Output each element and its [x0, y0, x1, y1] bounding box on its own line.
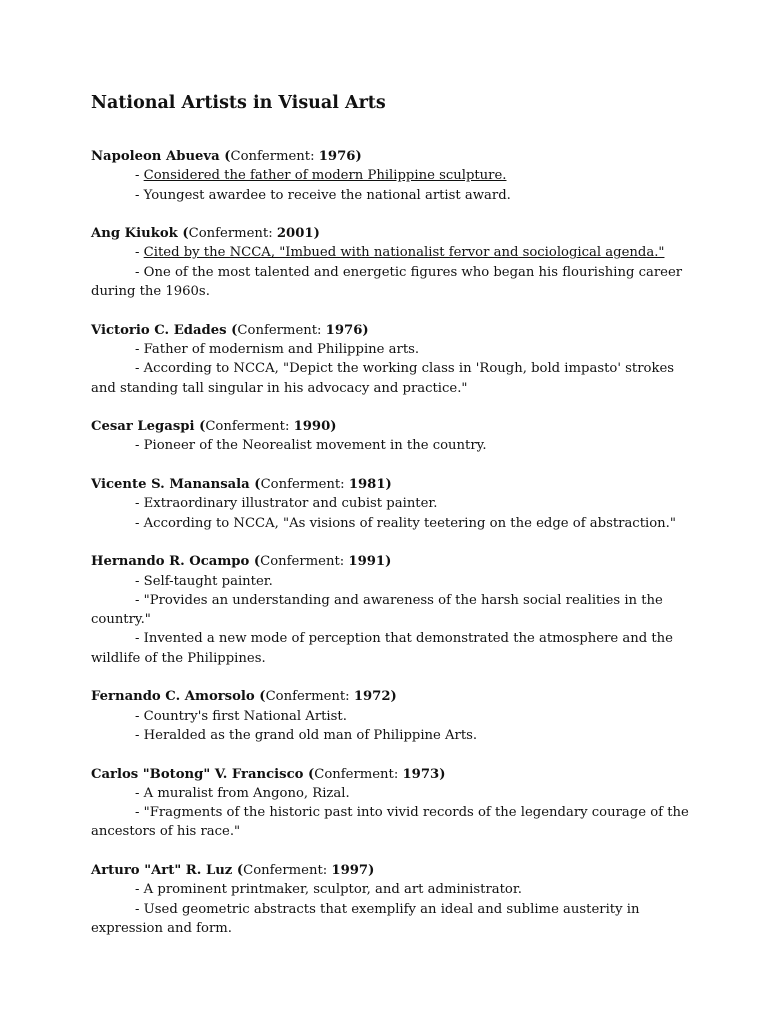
conferment-label: Conferment: — [260, 554, 349, 570]
artist-note — [91, 166, 691, 185]
artist-heading — [91, 224, 691, 243]
artist-entry — [91, 224, 691, 301]
conferment-year: 2001 — [276, 226, 314, 242]
note-text: Father of modernism and Philippine arts. — [143, 341, 420, 357]
close-paren: ) — [385, 554, 392, 570]
artist-heading — [91, 321, 691, 340]
page-title: National Artists in Visual Arts — [91, 93, 386, 113]
note-bullet: - — [135, 727, 144, 743]
note-bullet: - — [135, 496, 144, 512]
conferment-year: 1990 — [293, 419, 331, 435]
artist-heading — [91, 417, 691, 436]
note-text: According to NCCA, "As visions of reality teetering on the edge of abstraction." — [143, 515, 676, 531]
note-text: Youngest awardee to receive the national artist award. — [143, 187, 511, 203]
artist-entry — [91, 475, 691, 533]
artist-heading — [91, 147, 691, 166]
artist-entry — [91, 147, 691, 205]
conferment-label: Conferment: — [188, 226, 277, 242]
artist-note — [91, 494, 691, 513]
close-paren: ) — [390, 689, 397, 705]
artist-heading — [91, 687, 691, 706]
artist-heading — [91, 552, 691, 571]
note-text: Considered the father of modern Philippine sculpture. — [143, 168, 507, 184]
document-page — [91, 91, 691, 957]
note-text: Heralded as the grand old man of Philippine Arts. — [143, 727, 478, 743]
note-bullet: - — [135, 631, 144, 647]
artist-note — [91, 900, 691, 939]
close-paren: ) — [330, 419, 337, 435]
open-paren: ( — [177, 226, 189, 242]
note-bullet: - — [135, 901, 144, 917]
artist-note — [91, 629, 691, 668]
conferment-label: Conferment: — [243, 862, 332, 878]
open-paren: ( — [232, 862, 244, 878]
artist-heading — [91, 861, 691, 880]
note-bullet: - — [135, 573, 144, 589]
artist-name: Napoleon Abueva — [91, 149, 220, 164]
artist-note — [91, 514, 691, 533]
conferment-year: 1976 — [318, 149, 356, 164]
note-bullet: - — [135, 245, 144, 261]
note-bullet: - — [135, 168, 144, 184]
note-bullet: - — [135, 708, 144, 724]
note-bullet: - — [135, 785, 144, 801]
artist-note — [91, 707, 691, 726]
artist-note — [91, 726, 691, 745]
artist-name: Vicente S. Manansala — [91, 477, 250, 493]
close-paren: ) — [368, 862, 375, 878]
note-text: One of the most talented and energetic figures who began his flourishing career during the 1960s. — [91, 264, 683, 300]
artist-note — [91, 784, 691, 803]
artist-entry — [91, 687, 691, 745]
artist-note — [91, 359, 691, 398]
artist-note — [91, 591, 691, 630]
open-paren: ( — [249, 554, 261, 570]
note-bullet: - — [135, 515, 144, 531]
conferment-label: Conferment: — [265, 689, 354, 705]
artist-entry — [91, 765, 691, 842]
note-text: "Fragments of the historic past into vivid records of the legendary courage of the ancestors of his race." — [91, 805, 689, 840]
note-text: Extraordinary illustrator and cubist painter. — [143, 496, 438, 512]
artist-note — [91, 572, 691, 591]
artist-entry — [91, 552, 691, 668]
artist-note — [91, 803, 691, 842]
note-text: "Provides an understanding and awareness of the harsh social realities in the country." — [91, 592, 663, 628]
note-bullet: - — [135, 805, 144, 821]
artist-name: Arturo "Art" R. Luz — [91, 862, 233, 878]
close-paren: ) — [362, 322, 369, 338]
artist-note — [91, 263, 691, 302]
conferment-label: Conferment: — [237, 322, 326, 338]
note-bullet: - — [135, 882, 144, 898]
note-text: A muralist from Angono, Rizal. — [143, 785, 350, 801]
artist-note — [91, 880, 691, 899]
conferment-year: 1997 — [331, 862, 369, 878]
artist-list — [91, 147, 691, 938]
artist-heading — [91, 765, 691, 784]
close-paren: ) — [385, 477, 392, 493]
note-text: Invented a new mode of perception that demonstrated the atmosphere and the wildlife of the Philippines. — [91, 631, 673, 666]
note-text: Pioneer of the Neorealist movement in the country. — [143, 438, 487, 454]
note-text: Cited by the NCCA, "Imbued with nationalist fervor and sociological agenda." — [143, 245, 665, 261]
artist-note — [91, 186, 691, 205]
conferment-year: 1976 — [325, 322, 363, 338]
artist-entry — [91, 321, 691, 398]
artist-entry — [91, 417, 691, 456]
artist-note — [91, 243, 691, 262]
conferment-label: Conferment: — [230, 149, 319, 164]
open-paren: ( — [254, 689, 266, 705]
artist-note — [91, 436, 691, 455]
artist-entry — [91, 861, 691, 938]
artist-name: Ang Kiukok — [91, 226, 178, 242]
note-bullet: - — [135, 592, 144, 608]
conferment-label: Conferment: — [260, 477, 349, 493]
conferment-year: 1981 — [348, 477, 386, 493]
open-paren: ( — [303, 766, 315, 782]
artist-name: Fernando C. Amorsolo — [91, 689, 255, 705]
open-paren: ( — [249, 477, 261, 493]
artist-heading — [91, 475, 691, 494]
note-bullet: - — [135, 264, 144, 280]
conferment-year: 1973 — [402, 766, 440, 782]
artist-name: Hernando R. Ocampo — [91, 554, 250, 570]
close-paren: ) — [439, 766, 446, 782]
artist-note — [91, 340, 691, 359]
open-paren: ( — [219, 149, 231, 164]
conferment-year: 1972 — [353, 689, 391, 705]
note-text: A prominent printmaker, sculptor, and art administrator. — [143, 882, 522, 898]
close-paren: ) — [313, 226, 320, 242]
close-paren: ) — [355, 149, 362, 164]
note-text: Country's first National Artist. — [143, 708, 347, 724]
artist-name: Victorio C. Edades — [91, 322, 227, 338]
note-text: Used geometric abstracts that exemplify an ideal and sublime austerity in expression and form. — [91, 901, 640, 936]
artist-name: Cesar Legaspi — [91, 419, 195, 435]
note-text: Self-taught painter. — [143, 573, 273, 589]
conferment-label: Conferment: — [205, 419, 294, 435]
open-paren: ( — [226, 322, 238, 338]
conferment-year: 1991 — [348, 554, 386, 570]
open-paren: ( — [194, 419, 206, 435]
note-bullet: - — [135, 438, 144, 454]
conferment-label: Conferment: — [314, 766, 403, 782]
note-bullet: - — [135, 361, 144, 377]
note-bullet: - — [135, 341, 144, 357]
note-text: According to NCCA, "Depict the working class in 'Rough, bold impasto' strokes and standing tall singular in his advocacy and practice." — [91, 361, 675, 396]
note-bullet: - — [135, 187, 144, 203]
artist-name: Carlos "Botong" V. Francisco — [91, 766, 304, 782]
